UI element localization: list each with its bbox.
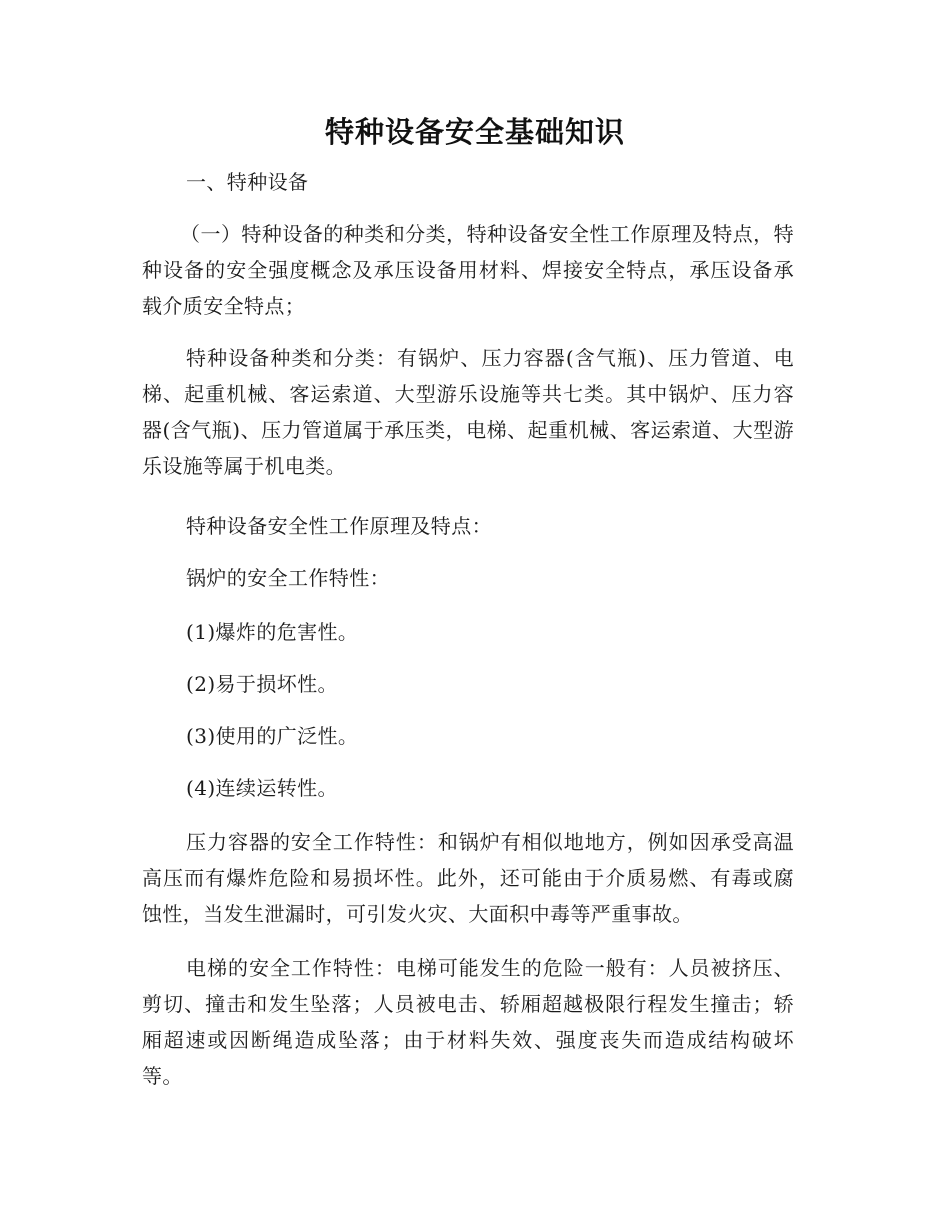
list-item: (1)爆炸的危害性。 <box>186 620 359 644</box>
paragraph: 特种设备安全性工作原理及特点： <box>186 514 492 538</box>
list-item: (2)易于损坏性。 <box>186 672 338 696</box>
paragraph: 特种设备种类和分类：有锅炉、压力容器(含气瓶)、压力管道、电梯、起重机械、客运索道、大型游乐设施等共七类。其中锅炉、压力容器(含气瓶)、压力管道属于承压类，电梯、起重机械、客运索道、大型游乐设施等属于机电类。 <box>142 346 794 478</box>
paragraph: 锅炉的安全工作特性： <box>186 566 390 590</box>
list-item: (4)连续运转性。 <box>186 776 338 800</box>
list-item: (3)使用的广泛性。 <box>186 724 359 748</box>
section-heading: 一、特种设备 <box>186 170 309 194</box>
paragraph: （一）特种设备的种类和分类，特种设备安全性工作原理及特点，特种设备的安全强度概念及承压设备用材料、焊接安全特点，承压设备承载介质安全特点； <box>142 222 794 318</box>
document-title: 特种设备安全基础知识 <box>324 115 625 149</box>
paragraph: 压力容器的安全工作特性：和锅炉有相似地地方，例如因承受高温高压而有爆炸危险和易损坏性。此外，还可能由于介质易燃、有毒或腐蚀性，当发生泄漏时，可引发火灾、大面积中毒等严重事故。 <box>142 830 794 926</box>
paragraph: 电梯的安全工作特性：电梯可能发生的危险一般有：人员被挤压、剪切、撞击和发生坠落；人员被电击、轿厢超越极限行程发生撞击；轿厢超速或因断绳造成坠落；由于材料失效、强度丧失而造成结构破坏等。 <box>142 956 794 1088</box>
